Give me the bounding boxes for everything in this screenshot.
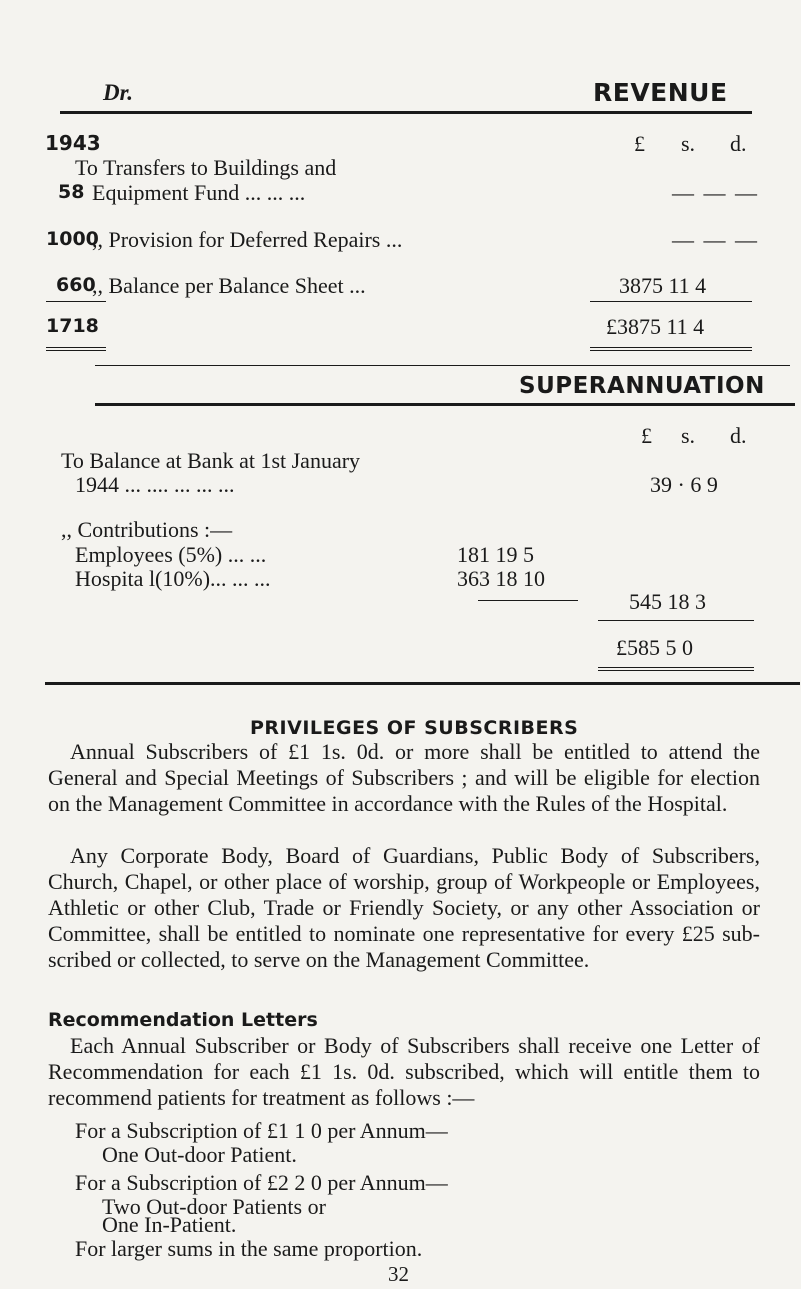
revenue-total-rule (590, 301, 752, 302)
super-employees-label: Employees (5%) ... ... (75, 542, 267, 567)
super-contrib-total: 545 18 3 (629, 589, 706, 614)
super-employees-value: 181 19 5 (457, 542, 534, 567)
recommendation-item2-line2: Two Out-door Patients or (102, 1194, 326, 1219)
revenue-row2-prior: 1000 (46, 228, 99, 250)
revenue-row1-value: — — — (672, 180, 759, 205)
super-balance-line1: To Balance at Bank at 1st January (61, 448, 361, 473)
super-bottom-rule (45, 682, 800, 685)
recommendation-item2-line1: For a Subscription of £2 2 0 per Annum— (75, 1170, 448, 1195)
recommendation-paragraph (48, 1033, 760, 1111)
privileges-heading: PRIVILEGES OF SUBSCRIBERS (250, 717, 579, 739)
revenue-year-1943: 1943 (45, 131, 101, 155)
dr-label: Dr. (103, 80, 134, 105)
revenue-row2-value: — — — (672, 227, 759, 252)
revenue-prior-total: 1718 (46, 315, 99, 337)
recommendation-heading: Recommendation Letters (48, 1009, 318, 1031)
page-number: 32 (388, 1262, 409, 1286)
super-balance-line2: 1944 ... .... ... ... ... (75, 472, 235, 497)
super-double-1 (598, 667, 754, 668)
super-col-shillings: s. (681, 423, 696, 448)
revenue-col-pence: d. (730, 131, 747, 156)
privileges-p1-text: Annual Subscribers of £1 1s. 0d. or more shall be entitled to attend the General and Special Meetings of Subscribers ; and will be eligible for election on the Management Committee in accordance with the Rules of the Hospital. (48, 739, 760, 816)
super-hospital-value: 363 18 10 (457, 566, 545, 591)
super-total: £585 5 0 (616, 635, 693, 660)
super-top-thin-rule (95, 365, 790, 366)
revenue-double-2 (590, 350, 752, 351)
revenue-row2-text: ,, Provision for Deferred Repairs ... (92, 227, 403, 252)
super-col-pence: d. (730, 423, 747, 448)
recommendation-item1-line2: One Out-door Patient. (102, 1142, 297, 1167)
privileges-p2-text: Any Corporate Body, Board of Guardians, Public Body of Subscribers, Church, Chapel, or other place of worship, group of Workpeople or Employees, Athletic or other Club, Trade or Friendly Society, or any other Association or Committee, shall be entitled to nominate one representative for every £25 sub- scribed or collected, to serve on the Management Committee. (48, 843, 760, 972)
super-hospital-label: Hospita l(10%)... ... ... (75, 566, 271, 591)
revenue-row3-prior: 660 (56, 274, 96, 296)
super-title: SUPERANNUATION (519, 373, 765, 399)
recommendation-p1-text: Each Annual Subscriber or Body of Subscribers shall receive one Letter of Recommendation for each £1 1s. 0d. subscribed, which will entitle them to recommend patients for treatment as follows :— (48, 1033, 760, 1110)
revenue-row3-value: 3875 11 4 (619, 273, 707, 298)
super-contrib-label: ,, Contributions :— (61, 517, 233, 542)
recommendation-item2-line3: One In-Patient. (102, 1212, 237, 1237)
revenue-prior-total-rule (46, 301, 106, 302)
revenue-row3-text: ,, Balance per Balance Sheet ... (92, 273, 366, 298)
revenue-title: REVENUE (593, 78, 728, 107)
super-total-rule (598, 620, 754, 621)
recommendation-item1-line1: For a Subscription of £1 1 0 per Annum— (75, 1118, 448, 1143)
revenue-col-pound: £ (634, 131, 645, 156)
super-title-rule (95, 403, 795, 406)
revenue-prior-double-1 (46, 347, 106, 348)
revenue-row1-prior: 58 (58, 181, 85, 203)
privileges-paragraph-2 (48, 843, 760, 973)
super-col-pound: £ (641, 423, 652, 448)
revenue-double-1 (590, 347, 752, 348)
super-subtotal-rule (478, 600, 578, 601)
privileges-paragraph-1 (48, 739, 760, 817)
revenue-top-rule (60, 111, 752, 114)
revenue-row1-text1: To Transfers to Buildings and (75, 155, 337, 180)
revenue-prior-double-2 (46, 350, 106, 351)
super-double-2 (598, 670, 754, 671)
revenue-col-shillings: s. (681, 131, 696, 156)
recommendation-closing: For larger sums in the same proportion. (75, 1236, 423, 1261)
revenue-total: £3875 11 4 (606, 314, 705, 339)
super-balance-value: 39 · 6 9 (650, 472, 718, 497)
revenue-row1-text2: Equipment Fund ... ... ... (92, 180, 306, 205)
